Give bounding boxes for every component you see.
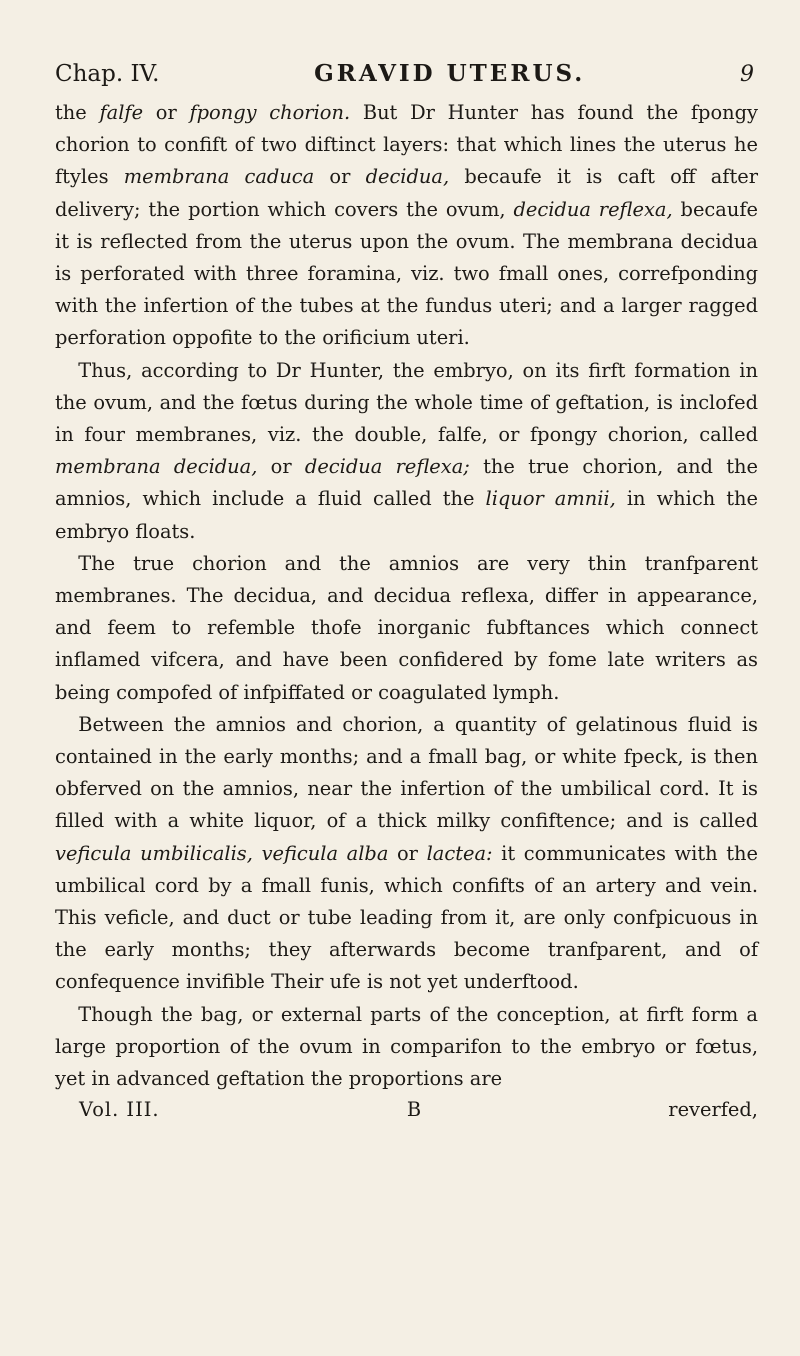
italic-term: veficula umbilicalis, xyxy=(55,841,253,865)
text-run: Though the bag, or external parts of the conception, at firft form a large proportion of the ovum in comparifon to the embryo or fœtus, yet in advanced geftation the proportions are xyxy=(55,1002,758,1091)
paragraph xyxy=(55,97,758,355)
text-run: But Dr Hunter has found the fpongy chorion to confift of two diftinct layers: that which lines the uterus he ftyles xyxy=(55,101,758,189)
signature-mark: B xyxy=(406,1098,422,1122)
paragraph xyxy=(55,355,758,548)
italic-term: membrana decidua, xyxy=(55,455,258,479)
text-run: or xyxy=(314,165,366,189)
chapter-label: Chap. IV. xyxy=(55,61,160,87)
text-run: The true chorion and the amnios are very thin tranfparent membranes. The decidua, and decidua reflexa, differ in appearance, and feem to refemble thofe inorganic fubftances which connect inflamed vifcera, and have been confidered by fome late writers as being compofed of infpiffated or coagulated lymph. xyxy=(55,551,758,704)
italic-term: liquor amnii, xyxy=(485,487,616,511)
catchword: reverfed, xyxy=(668,1098,758,1122)
page-footer xyxy=(55,1095,758,1125)
italic-term: falfe xyxy=(99,101,144,124)
text-run: it communicates with the umbilical cord by a fmall funis, which confifts of an artery and vein. This veficle, and duct or tube leading from it, are only confpicuous in the early months; they afterwards become tranfparent, and of confequence invifible Their ufe is not yet underftood. xyxy=(55,841,758,994)
text-run: or xyxy=(388,841,427,865)
paragraph xyxy=(55,548,758,709)
body-text xyxy=(55,97,758,1095)
text-run: becaufe it is reflected from the uterus upon the ovum. The membrana decidua is perforated with three foramina, viz. two fmall ones, correfponding with the infertion of the tubes at the fundus uteri; and a larger ragged perforation oppofite to the orificium uteri. xyxy=(55,197,758,350)
text-run xyxy=(253,842,262,865)
running-title: GRAVID UTERUS. xyxy=(314,60,586,87)
paragraph xyxy=(55,709,758,999)
text-run: or xyxy=(143,101,190,124)
text-run: or xyxy=(257,455,305,479)
italic-term: decidua reflexa, xyxy=(513,197,673,221)
page-number: 9 xyxy=(739,62,754,87)
text-run: the true chorion, and the amnios, which include a fluid called the xyxy=(55,455,759,511)
italic-term: lactea: xyxy=(426,841,493,865)
running-header xyxy=(55,60,758,87)
italic-term: veficula alba xyxy=(261,841,389,865)
text-run: in which the embryo floats. xyxy=(55,487,759,543)
italic-term: membrana caduca xyxy=(123,165,315,189)
italic-term: decidua reflexa; xyxy=(304,455,470,479)
paragraph xyxy=(55,999,758,1096)
text-run: Thus, according to Dr Hunter, the embryo, on its firft formation in the ovum, and the fœtus during the whole time of geftation, is inclofed in four membranes, viz. the double, falfe, or fpongy chorion, called xyxy=(55,358,758,447)
text-run: becaufe it is caft off after delivery; the portion which covers the ovum, xyxy=(55,165,758,221)
volume-label: Vol. III. xyxy=(79,1098,160,1122)
text-run: Between the amnios and chorion, a quantity of gelatinous fluid is contained in the early months; and a fmall bag, or white fpeck, is then obferved on the amnios, near the infertion of the umbilical cord. It is filled with a white liquor, of a thick milky confiftence; and is called xyxy=(55,712,758,833)
text-run: the xyxy=(55,101,100,124)
italic-term: fpongy chorion. xyxy=(189,101,351,124)
italic-term: decidua, xyxy=(365,165,450,189)
